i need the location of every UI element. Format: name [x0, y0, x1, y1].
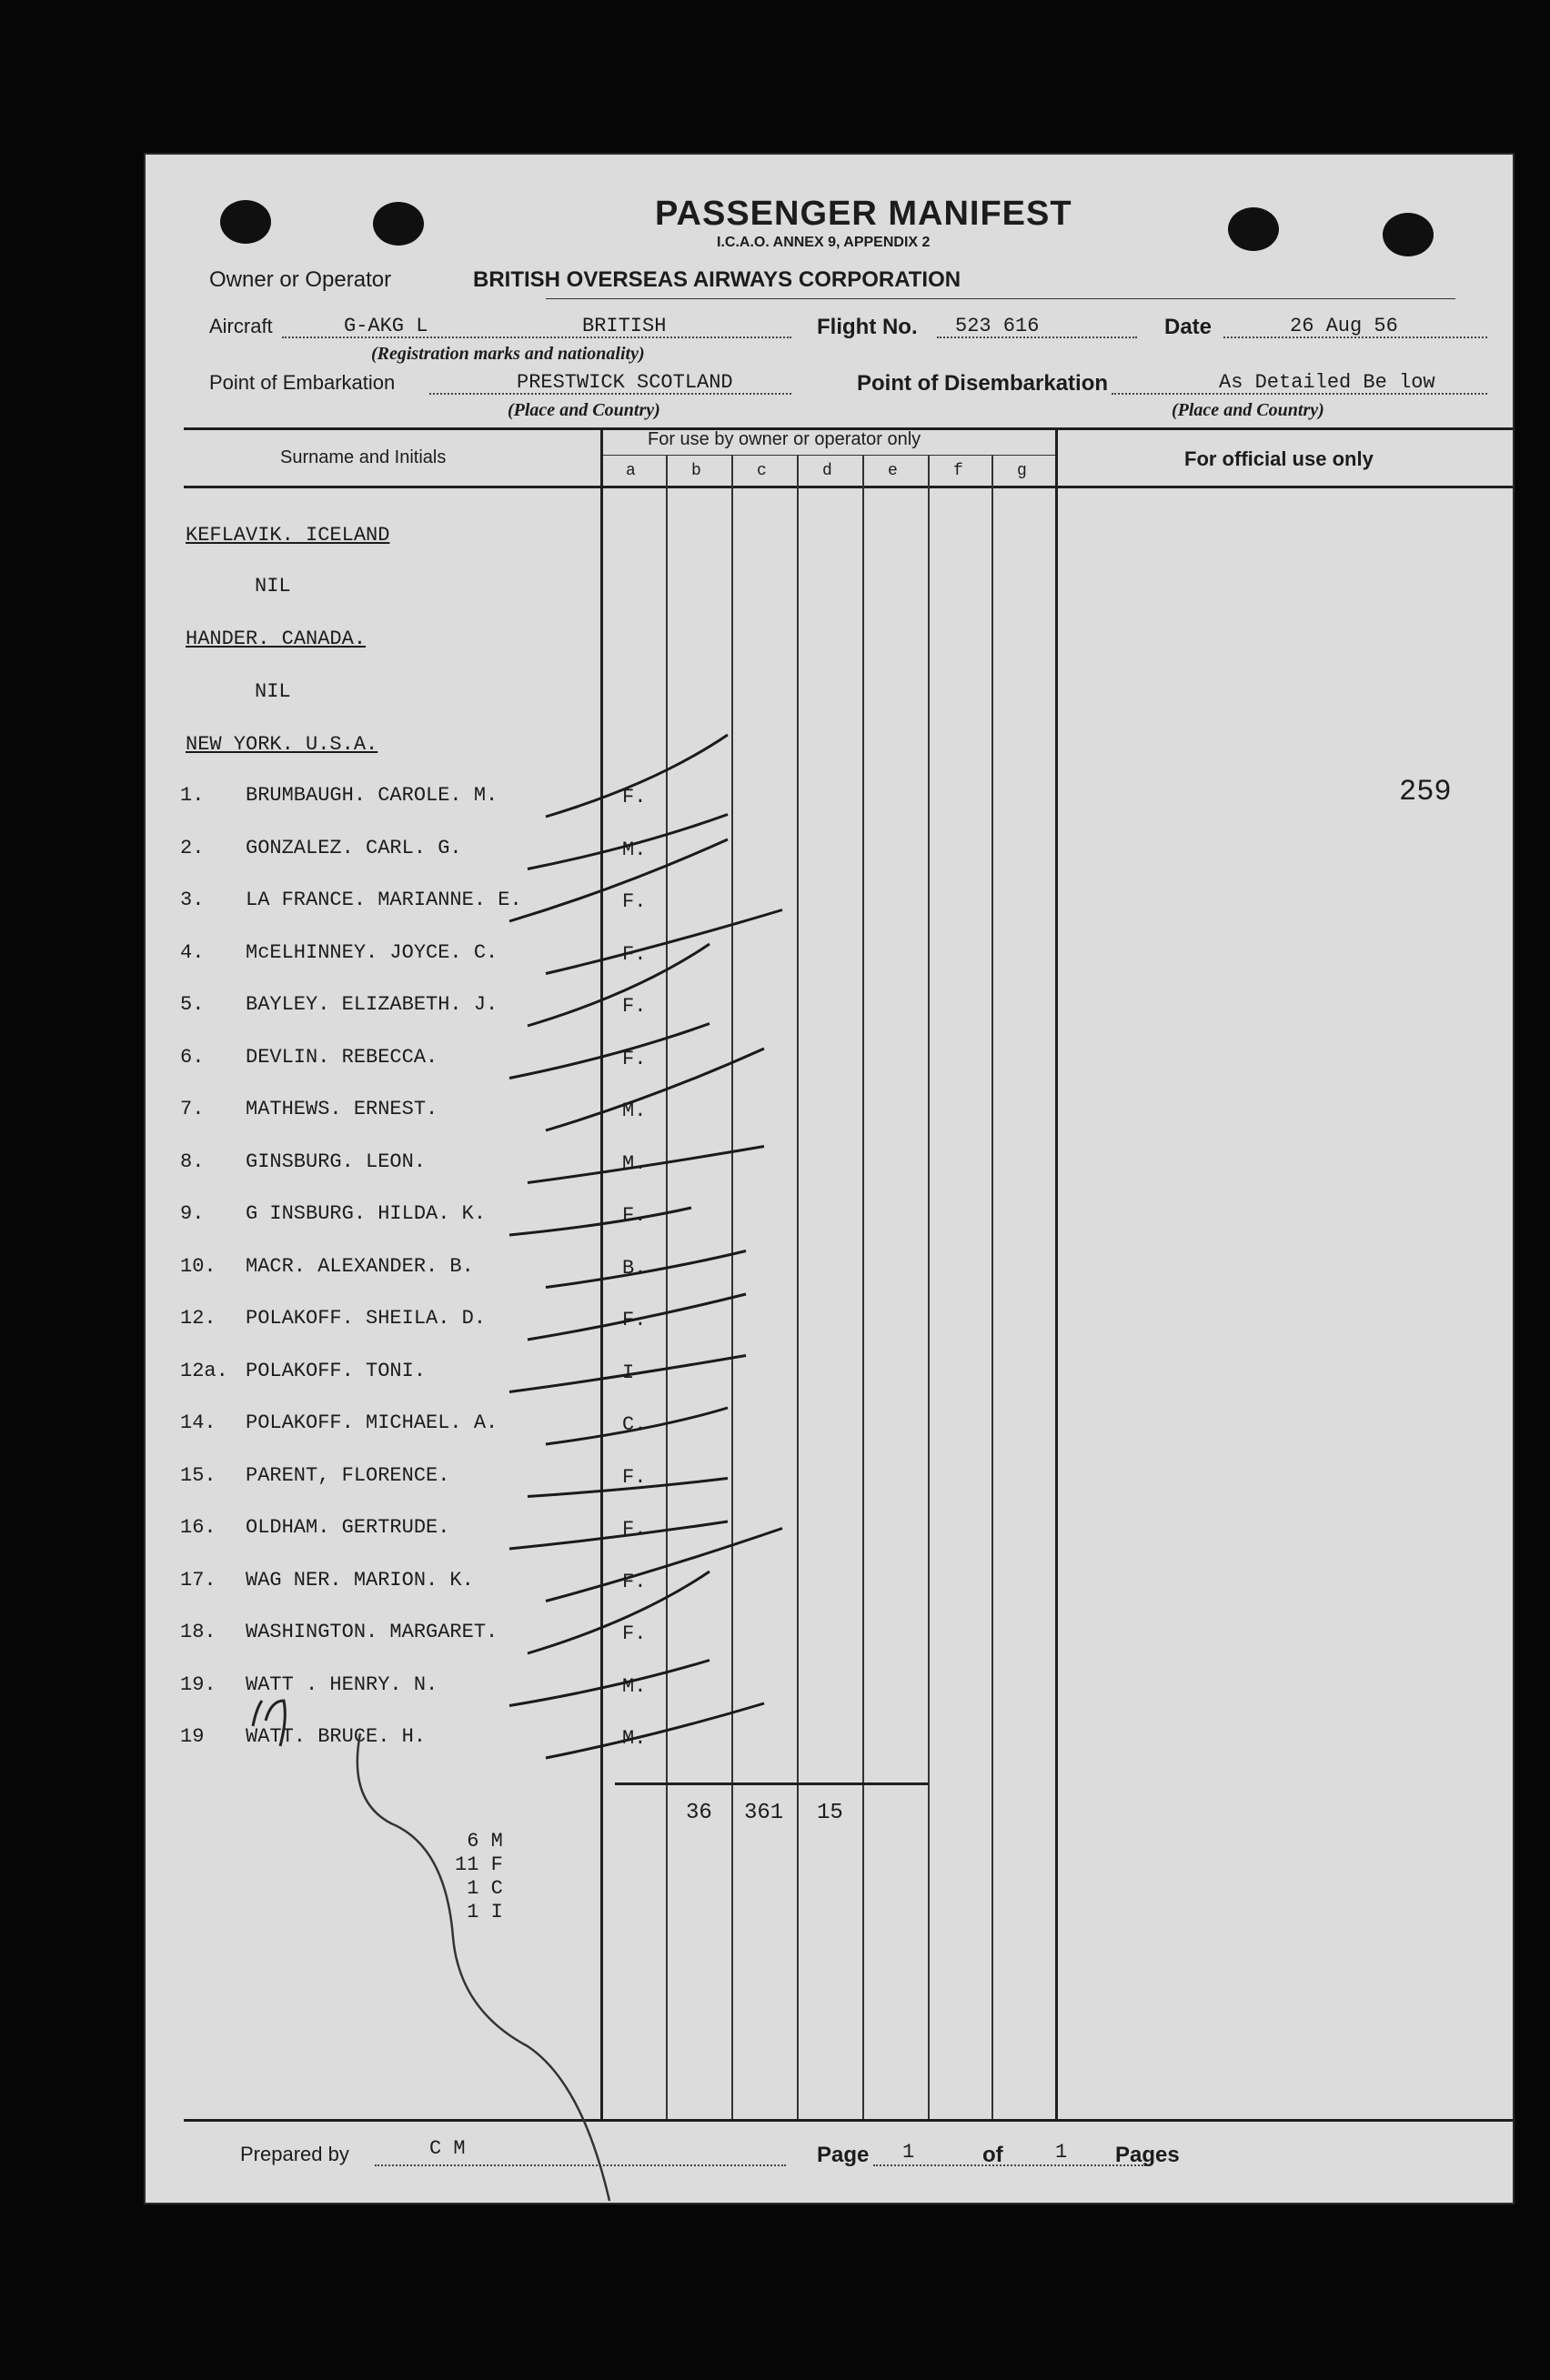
passenger-number: 3.: [180, 889, 205, 911]
handwritten-number: [253, 1701, 285, 1746]
passenger-name: PARENT, FLORENCE.: [246, 1463, 450, 1487]
passenger-name: MACR. ALEXANDER. B.: [246, 1254, 474, 1278]
official-header: For official use only: [1184, 447, 1374, 470]
summary-line: 6 M: [467, 1830, 503, 1853]
passenger-name: POLAKOFF. SHEILA. D.: [246, 1307, 487, 1330]
prepared-value: C M: [429, 2137, 466, 2160]
flight-label: Flight No.: [817, 315, 918, 339]
embarkation-value: PRESTWICK SCOTLAND: [517, 371, 733, 394]
passenger-code: F.: [622, 1465, 647, 1489]
summary-line: 1 C: [467, 1877, 503, 1900]
passenger-code: M.: [622, 1674, 647, 1698]
passenger-number: 12.: [180, 1307, 216, 1330]
passenger-code: F.: [622, 1570, 647, 1593]
passenger-name: WATT . HENRY. N.: [246, 1672, 438, 1696]
total-c: 361: [744, 1801, 784, 1825]
check-mark: [528, 815, 728, 869]
passenger-code: F.: [622, 1309, 647, 1331]
check-mark: [546, 1703, 764, 1758]
check-mark: [546, 1529, 782, 1602]
passenger-number: 19.: [180, 1672, 216, 1696]
passenger-code: B.: [622, 1256, 647, 1280]
passenger-name: WATT. BRUCE. H.: [246, 1725, 427, 1748]
column-d: d: [822, 462, 832, 480]
aircraft-registration: G-AKG L: [344, 315, 428, 337]
check-mark: [528, 1294, 746, 1340]
check-mark: [546, 910, 782, 974]
passenger-number: 12a.: [180, 1359, 228, 1382]
page-count: 1: [1055, 2141, 1068, 2164]
page-number: 1: [902, 2141, 915, 2164]
passenger-number: 10.: [180, 1254, 216, 1278]
check-mark: [528, 1572, 710, 1653]
passenger-number: 1.: [180, 784, 205, 807]
passenger-code: M.: [622, 1727, 647, 1750]
pen-trail: [357, 1733, 609, 2201]
passenger-name: LA FRANCE. MARIANNE. E.: [246, 889, 522, 911]
passenger-number: 17.: [180, 1568, 216, 1592]
registration-note: (Registration marks and nationality): [371, 344, 645, 364]
passenger-name: MATHEWS. ERNEST.: [246, 1098, 438, 1120]
total-b: 36: [686, 1801, 712, 1825]
section-keflavik: KEFLAVIK. ICELAND: [186, 524, 390, 547]
passenger-code: F.: [622, 786, 647, 808]
column-f: f: [953, 462, 963, 480]
date-label: Date: [1164, 315, 1213, 339]
section-new-york: NEW YORK. U.S.A.: [186, 733, 378, 756]
section-keflavik-note: NIL: [255, 575, 291, 598]
passenger-code: M.: [622, 1100, 647, 1122]
place-note-2: (Place and Country): [1172, 400, 1324, 420]
passenger-number: 5.: [180, 993, 205, 1016]
passenger-number: 15.: [180, 1463, 216, 1487]
of-label: of: [982, 2143, 1003, 2167]
operator-header: For use by owner or operator only: [648, 429, 921, 449]
passenger-name: BRUMBAUGH. CAROLE. M.: [246, 784, 498, 807]
owner-label: Owner or Operator: [209, 267, 392, 292]
summary-line: 11 F: [455, 1853, 503, 1876]
passenger-number: 7.: [180, 1098, 205, 1120]
passenger-number: 19: [180, 1725, 205, 1748]
check-mark: [546, 1049, 764, 1130]
passenger-name: McELHINNEY. JOYCE. C.: [246, 940, 498, 964]
check-mark: [546, 735, 728, 817]
total-d: 15: [817, 1801, 843, 1825]
passenger-name: BAYLEY. ELIZABETH. J.: [246, 993, 498, 1016]
column-e: e: [888, 462, 898, 480]
passenger-number: 4.: [180, 940, 205, 964]
embarkation-label: Point of Embarkation: [209, 371, 396, 394]
pages-label: Pages: [1115, 2143, 1180, 2167]
column-c: c: [757, 462, 767, 480]
passenger-code: F.: [622, 1622, 647, 1645]
check-mark: [528, 1479, 728, 1497]
passenger-code: F.: [622, 890, 647, 913]
prepared-label: Prepared by: [240, 2143, 349, 2165]
owner-value: BRITISH OVERSEAS AIRWAYS CORPORATION: [473, 267, 961, 292]
passenger-code: F.: [622, 1518, 647, 1541]
check-mark: [509, 1024, 710, 1079]
passenger-code: I: [622, 1361, 635, 1384]
disembarkation-value: As Detailed Be low: [1219, 371, 1435, 394]
passenger-code: M.: [622, 838, 647, 861]
date-value: 26 Aug 56: [1290, 315, 1398, 337]
aircraft-label: Aircraft: [209, 315, 273, 337]
passenger-code: F.: [622, 995, 647, 1018]
surname-header: Surname and Initials: [280, 447, 447, 467]
passenger-number: 8.: [180, 1150, 205, 1173]
passenger-number: 18.: [180, 1621, 216, 1643]
check-mark: [528, 1147, 764, 1183]
passenger-number: 14.: [180, 1411, 216, 1434]
passenger-name: DEVLIN. REBECCA.: [246, 1045, 438, 1069]
section-gander: HANDER. CANADA.: [186, 628, 367, 650]
section-gander-note: NIL: [255, 680, 291, 703]
passenger-name: G INSBURG. HILDA. K.: [246, 1202, 487, 1225]
passenger-name: GINSBURG. LEON.: [246, 1150, 427, 1173]
check-mark: [509, 1208, 691, 1235]
passenger-name: WAG NER. MARION. K.: [246, 1568, 474, 1592]
passenger-name: POLAKOFF. MICHAEL. A.: [246, 1411, 498, 1434]
passenger-code: C.: [622, 1413, 647, 1436]
check-mark: [546, 1408, 728, 1444]
check-mark: [509, 839, 728, 921]
flight-number: 523 616: [955, 315, 1040, 337]
passenger-name: OLDHAM. GERTRUDE.: [246, 1516, 450, 1539]
aircraft-nationality: BRITISH: [582, 315, 667, 337]
column-g: g: [1017, 462, 1027, 480]
check-mark: [546, 1251, 746, 1288]
page-title: PASSENGER MANIFEST: [655, 195, 1072, 233]
place-note: (Place and Country): [508, 400, 660, 420]
passenger-code: F.: [622, 1204, 647, 1227]
passenger-code: M.: [622, 1151, 647, 1175]
page-subtitle: I.C.A.O. ANNEX 9, APPENDIX 2: [717, 235, 931, 250]
manifest-sheet: [146, 155, 1513, 2203]
column-a: a: [626, 462, 636, 480]
passenger-name: POLAKOFF. TONI.: [246, 1359, 427, 1382]
passenger-number: 9.: [180, 1202, 205, 1225]
column-b: b: [691, 462, 701, 480]
passenger-code: F.: [622, 942, 647, 966]
summary-line: 1 I: [467, 1901, 503, 1923]
passenger-number: 16.: [180, 1516, 216, 1539]
official-number: 259: [1399, 775, 1452, 808]
passenger-number: 6.: [180, 1045, 205, 1069]
passenger-code: F.: [622, 1047, 647, 1070]
page-label: Page: [817, 2143, 870, 2167]
passenger-name: WASHINGTON. MARGARET.: [246, 1621, 498, 1643]
passenger-name: GONZALEZ. CARL. G.: [246, 836, 462, 859]
passenger-number: 2.: [180, 836, 205, 859]
disembarkation-label: Point of Disembarkation: [857, 371, 1109, 396]
check-mark: [509, 1356, 746, 1392]
check-mark: [509, 1661, 710, 1706]
check-mark: [509, 1521, 728, 1549]
pen-marks: [146, 155, 1513, 2203]
